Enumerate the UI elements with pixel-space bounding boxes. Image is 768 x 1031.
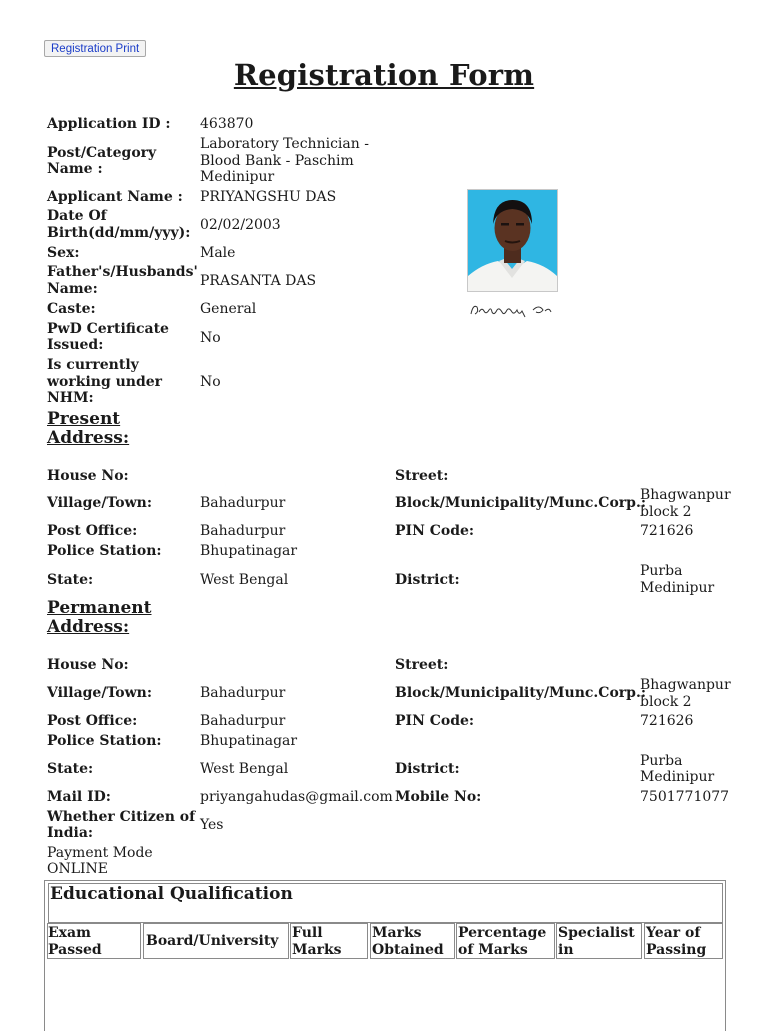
post-label-line1: Post/Category [47,145,157,161]
dob-label-line2: Birth(dd/mm/yyy): [47,225,191,241]
nhm-label-line2: working under [47,374,163,390]
payment-mode-label: Payment Mode [47,845,153,861]
col-percentage-label-line2: of Marks [458,942,528,958]
citizen-label-line1: Whether Citizen of [47,809,196,825]
permanent-state-value: West Bengal [200,761,289,777]
nhm-label-line1: Is currently [47,357,139,373]
present-address-heading-line1: Present [47,409,121,429]
application-id-value: 463870 [200,116,254,132]
present-post-office-value: Bahadurpur [200,523,286,539]
nhm-value: No [200,374,221,390]
present-street-label: Street: [395,468,449,484]
col-exam-passed-label-line2: Passed [48,942,102,958]
pwd-label-line1: PwD Certificate [47,321,169,337]
present-address-heading-line2: Address: [47,428,130,448]
permanent-house-label: House No: [47,657,129,673]
present-block-value-line1: Bhagwanpur [640,487,731,503]
permanent-post-office-value: Bahadurpur [200,713,286,729]
permanent-block-label: Block/Municipality/Munc.Corp.: [395,685,646,701]
present-village-value: Bahadurpur [200,495,286,511]
col-marks-obtained-label-line1: Marks [372,925,422,941]
col-full-marks-label-line1: Full [292,925,323,941]
applicant-name-label: Applicant Name : [47,189,183,205]
applicant-name-value: PRIYANGSHU DAS [200,189,337,205]
permanent-block-value-line1: Bhagwanpur [640,677,731,693]
present-house-label: House No: [47,468,129,484]
permanent-block-value-line2: block 2 [640,694,692,710]
col-exam-passed-label-line1: Exam [48,925,91,941]
father-label-line2: Name: [47,281,98,297]
col-board-university-label: Board/University [146,933,279,949]
mobile-value: 7501771077 [640,789,730,805]
present-pin-label: PIN Code: [395,523,475,539]
permanent-police-value: Bhupatinagar [200,733,298,749]
caste-value: General [200,301,257,317]
present-post-office-label: Post Office: [47,523,138,539]
dob-label-line1: Date Of [47,208,107,224]
col-year-of-passing-label-line2: Passing [646,942,707,958]
permanent-pin-value: 721626 [640,713,694,729]
present-district-label: District: [395,572,460,588]
payment-mode-value: ONLINE [47,861,109,877]
pwd-label-line2: Issued: [47,337,104,353]
present-police-label: Police Station: [47,543,162,559]
nhm-label-line3: NHM: [47,390,94,406]
permanent-district-value-line2: Medinipur [640,769,715,785]
post-value-line3: Medinipur [200,169,275,185]
permanent-post-office-label: Post Office: [47,713,138,729]
post-value-line2: Blood Bank - Paschim [200,153,354,169]
mail-value: priyangahudas@gmail.com [200,789,393,805]
present-police-value: Bhupatinagar [200,543,298,559]
sex-label: Sex: [47,245,80,261]
page-title: Registration Form [233,58,535,92]
citizen-label-line2: India: [47,825,94,841]
present-district-value-line2: Medinipur [640,580,715,596]
col-year-of-passing-label-line1: Year of [646,925,701,941]
present-state-label: State: [47,572,94,588]
father-value: PRASANTA DAS [200,273,317,289]
permanent-state-label: State: [47,761,94,777]
col-marks-obtained-label-line2: Obtained [372,942,444,958]
present-block-value-line2: block 2 [640,504,692,520]
pwd-value: No [200,330,221,346]
permanent-district-label: District: [395,761,460,777]
col-specialist-label-line2: in [558,942,574,958]
present-district-value-line1: Purba [640,563,683,579]
present-block-label: Block/Municipality/Munc.Corp.: [395,495,646,511]
education-heading: Educational Qualification [50,884,293,904]
col-full-marks-label-line2: Marks [292,942,342,958]
permanent-street-label: Street: [395,657,449,673]
post-label-line2: Name : [47,161,103,177]
application-id-label: Application ID : [47,116,171,132]
permanent-village-label: Village/Town: [47,685,152,701]
present-village-label: Village/Town: [47,495,152,511]
permanent-police-label: Police Station: [47,733,162,749]
registration-print-button[interactable]: Registration Print [44,40,146,57]
mail-label: Mail ID: [47,789,111,805]
permanent-village-value: Bahadurpur [200,685,286,701]
permanent-pin-label: PIN Code: [395,713,475,729]
citizen-value: Yes [200,817,224,833]
applicant-photo [467,189,558,292]
present-state-value: West Bengal [200,572,289,588]
permanent-address-heading-line2: Address: [47,617,130,637]
permanent-address-heading-line1: Permanent [47,598,152,618]
col-percentage-label-line1: Percentage [458,925,547,941]
permanent-district-value-line1: Purba [640,753,683,769]
present-pin-value: 721626 [640,523,694,539]
caste-label: Caste: [47,301,96,317]
dob-value: 02/02/2003 [200,217,281,233]
applicant-signature [467,298,557,324]
mobile-label: Mobile No: [395,789,482,805]
sex-value: Male [200,245,236,261]
col-specialist-label-line1: Specialist [558,925,635,941]
father-label-line1: Father's/Husbands' [47,264,198,280]
post-value-line1: Laboratory Technician - [200,136,369,152]
